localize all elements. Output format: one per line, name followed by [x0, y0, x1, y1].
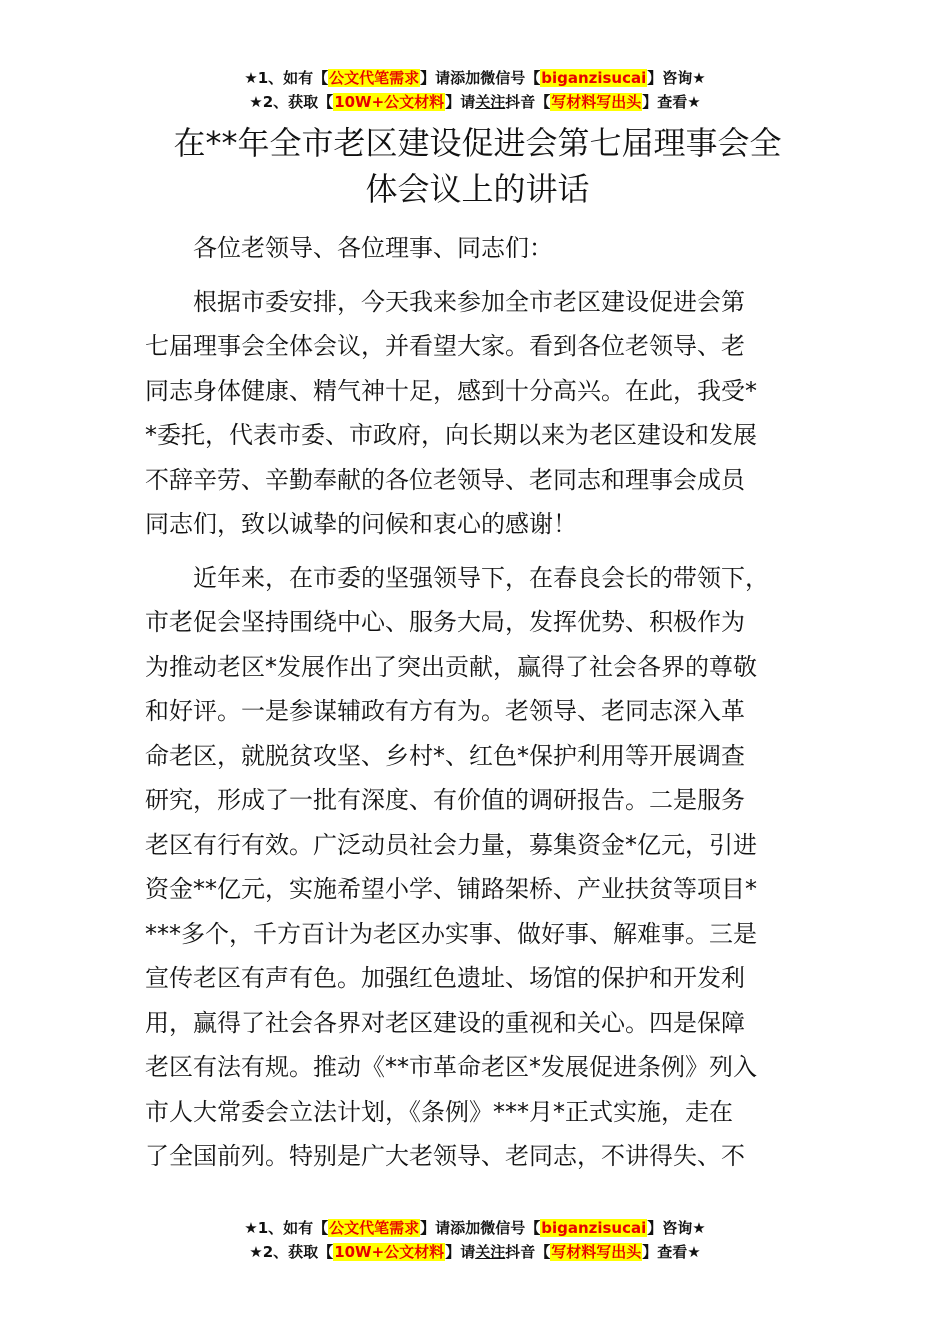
text-line: 资金**亿元，实施希望小学、铺路架桥、产业扶贫等项目* [145, 875, 757, 903]
banner-text: 微信号【 [480, 1219, 541, 1237]
text-line: 同志身体健康、精气神十足，感到十分高兴。在此，我受* [145, 376, 757, 405]
banner-text: 关注 [475, 1243, 506, 1261]
document-title [145, 120, 810, 212]
body-paragraph [145, 280, 805, 547]
footer-banner [0, 1216, 950, 1264]
banner-text: ★2、获取【 [249, 1243, 334, 1261]
banner-text: 微信号【 [480, 69, 541, 87]
highlight-douyin-account: 写材料写出头 [551, 1243, 642, 1261]
banner-line-1 [0, 66, 950, 90]
banner-text: 】请 [445, 93, 476, 111]
banner-text: ★1、如有【 [244, 69, 329, 87]
highlight-materials: 10W+公文材料 [334, 93, 445, 111]
text-line: 宣传老区有声有色。加强红色遗址、场馆的保护和开发利 [145, 964, 745, 992]
body-paragraph [145, 556, 805, 1179]
text-line: 研究，形成了一批有深度、有价值的调研报告。二是服务 [145, 786, 745, 814]
banner-text: 】请 [445, 1243, 476, 1261]
text-line: 命老区，就脱贫攻坚、乡村*、红色*保护利用等开展调查 [145, 741, 745, 770]
banner-text: 加 [465, 1219, 481, 1237]
text-line: *委托，代表市委、市政府，向长期以来为老区建设和发展 [145, 421, 757, 449]
banner-text: 加 [465, 69, 481, 87]
text-line: 根据市委安排，今天我来参加全市老区建设促进会第 [193, 287, 745, 316]
text-line: 为推动老区*发展作出了突出贡献，赢得了社会各界的尊敬 [145, 652, 757, 681]
highlight-wechat-id: biganzisucai [541, 69, 647, 87]
document-body [145, 226, 805, 1188]
header-banner [0, 66, 950, 114]
highlight-service: 公文代笔需求 [329, 69, 420, 87]
text-line: 市老促会坚持围绕中心、服务大局，发挥优势、积极作为 [145, 608, 745, 636]
highlight-materials: 10W+公文材料 [334, 1243, 445, 1261]
highlight-service: 公文代笔需求 [329, 1219, 420, 1237]
banner-text: 】查看★ [642, 1243, 701, 1261]
text-line: 市人大常委会立法计划，《条例》***月*正式实施，走在 [145, 1097, 733, 1126]
text-line: 和好评。一是参谋辅政有方有为。老领导、老同志深入革 [145, 697, 745, 725]
salutation-paragraph [145, 226, 805, 271]
banner-text: 关注 [475, 93, 506, 111]
banner-text: 】请添 [420, 69, 466, 87]
banner-line-1 [0, 1216, 950, 1240]
text-line: 七届理事会全体会议，并看望大家。看到各位老领导、老 [145, 332, 745, 360]
highlight-douyin-account: 写材料写出头 [551, 93, 642, 111]
banner-text: 】查看★ [642, 93, 701, 111]
text-line: 同志们，致以诚挚的问候和衷心的感谢！ [145, 510, 577, 538]
banner-text: ★2、获取【 [249, 93, 334, 111]
text-line: 了全国前列。特别是广大老领导、老同志，不讲得失、不 [145, 1142, 745, 1170]
text-line: 不辞辛劳、辛勤奉献的各位老领导、老同志和理事会成员 [145, 465, 745, 494]
banner-text: 抖音【 [505, 93, 551, 111]
title-line: 在**年全市老区建设促进会第七届理事会全 [173, 124, 782, 162]
banner-text: 】咨询★ [647, 69, 706, 87]
text-line: 各位老领导、各位理事、同志们： [193, 234, 553, 262]
banner-line-2 [0, 90, 950, 114]
text-line: 近年来，在市委的坚强领导下，在春良会长的带领下， [193, 563, 769, 592]
highlight-wechat-id: biganzisucai [541, 1219, 647, 1237]
banner-text: 抖音【 [505, 1243, 551, 1261]
text-line: 老区有法有规。推动《**市革命老区*发展促进条例》列入 [145, 1053, 757, 1081]
text-line: 用，赢得了社会各界对老区建设的重视和关心。四是保障 [145, 1008, 745, 1037]
text-line: 老区有行有效。广泛动员社会力量，募集资金*亿元，引进 [145, 830, 757, 859]
banner-text: 】咨询★ [647, 1219, 706, 1237]
title-line: 体会议上的讲话 [365, 170, 590, 208]
text-line: ***多个，千方百计为老区办实事、做好事、解难事。三是 [145, 919, 757, 948]
banner-text: ★1、如有【 [244, 1219, 329, 1237]
banner-line-2 [0, 1240, 950, 1264]
banner-text: 】请添 [420, 1219, 466, 1237]
